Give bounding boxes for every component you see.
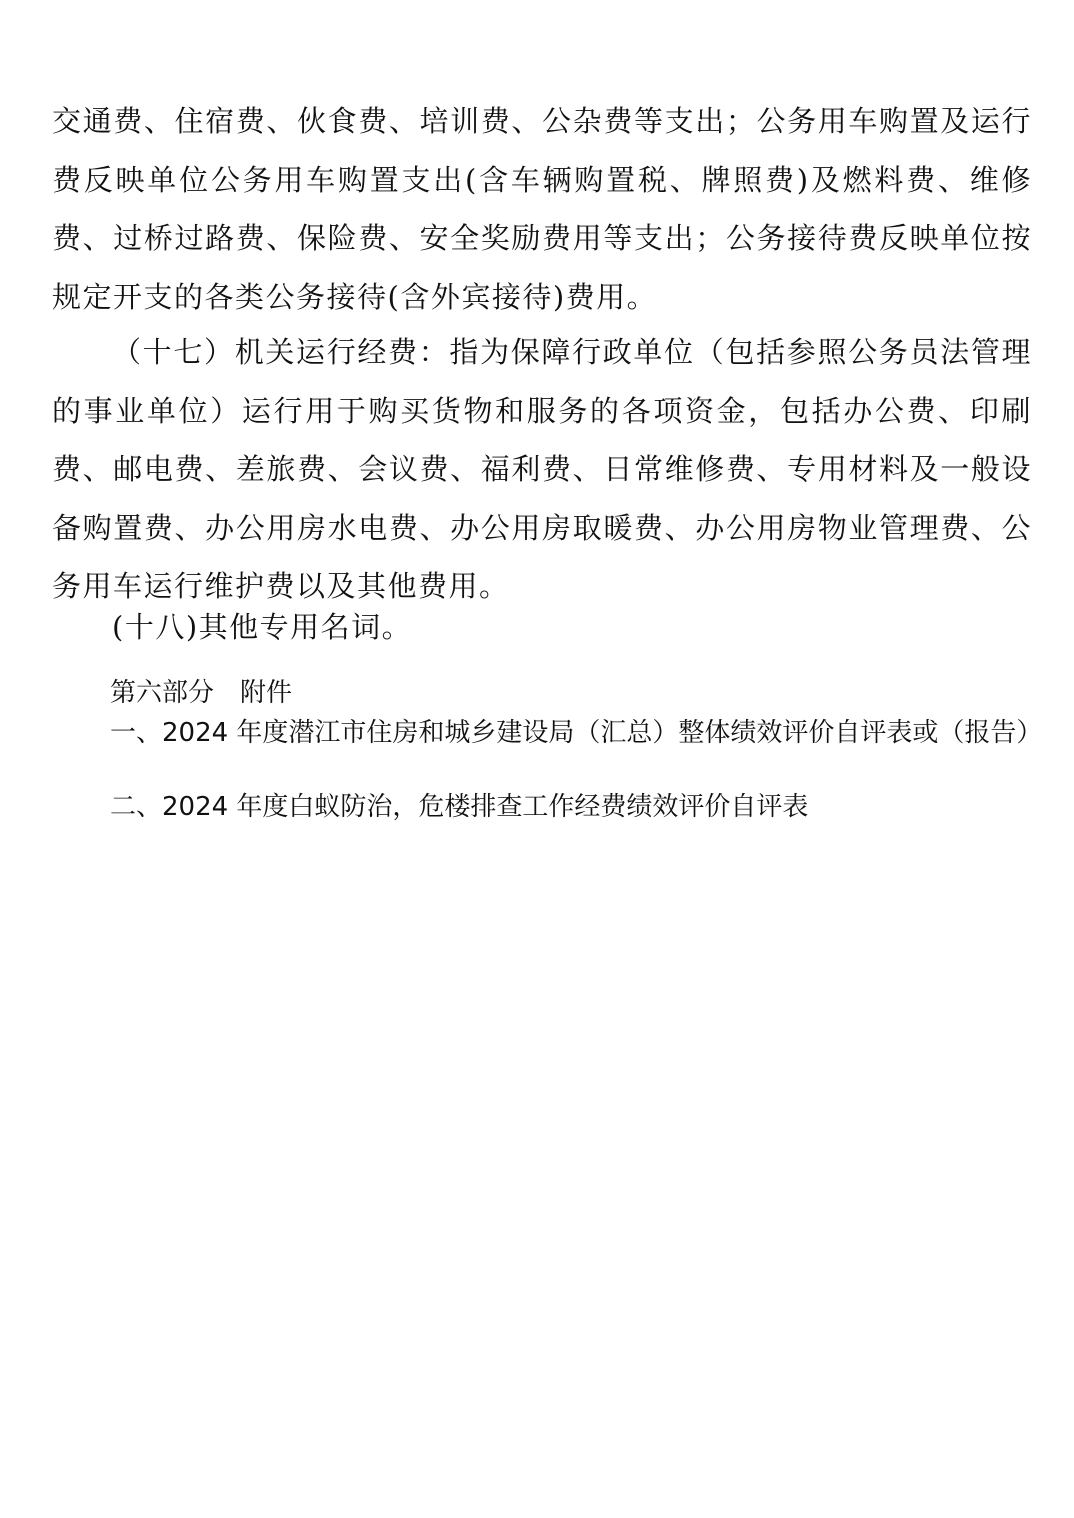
attachments-section-title: 第六部分 附件 bbox=[110, 678, 293, 708]
attachment-item-1: 一、2024 年度潜江市住房和城乡建设局（汇总）整体绩效评价自评表或（报告） bbox=[110, 718, 1043, 748]
paragraph-other-terms: (十八)其他专用名词。 bbox=[112, 610, 413, 644]
paragraph-expense-definitions: 交通费、住宿费、伙食费、培训费、公杂费等支出；公务用车购置及运行费反映单位公务用车购置支出(含车辆购置税、牌照费)及燃料费、维修费、过桥过路费、保险费、安全奖励费用等支出；公务接待费反映单位按规定开支的各类公务接待(含外宾接待)费用。 bbox=[52, 104, 1032, 314]
paragraph-agency-operating-costs: （十七）机关运行经费：指为保障行政单位（包括参照公务员法管理的事业单位）运行用于购买货物和服务的各项资金，包括办公费、印刷费、邮电费、差旅费、会议费、福利费、日常维修费、专用材料及一般设备购置费、办公用房水电费、办公用房取暖费、办公用房物业管理费、公务用车运行维护费以及其他费用。 bbox=[52, 335, 1032, 603]
attachment-item-2: 二、2024 年度白蚁防治，危楼排查工作经费绩效评价自评表 bbox=[110, 792, 809, 822]
